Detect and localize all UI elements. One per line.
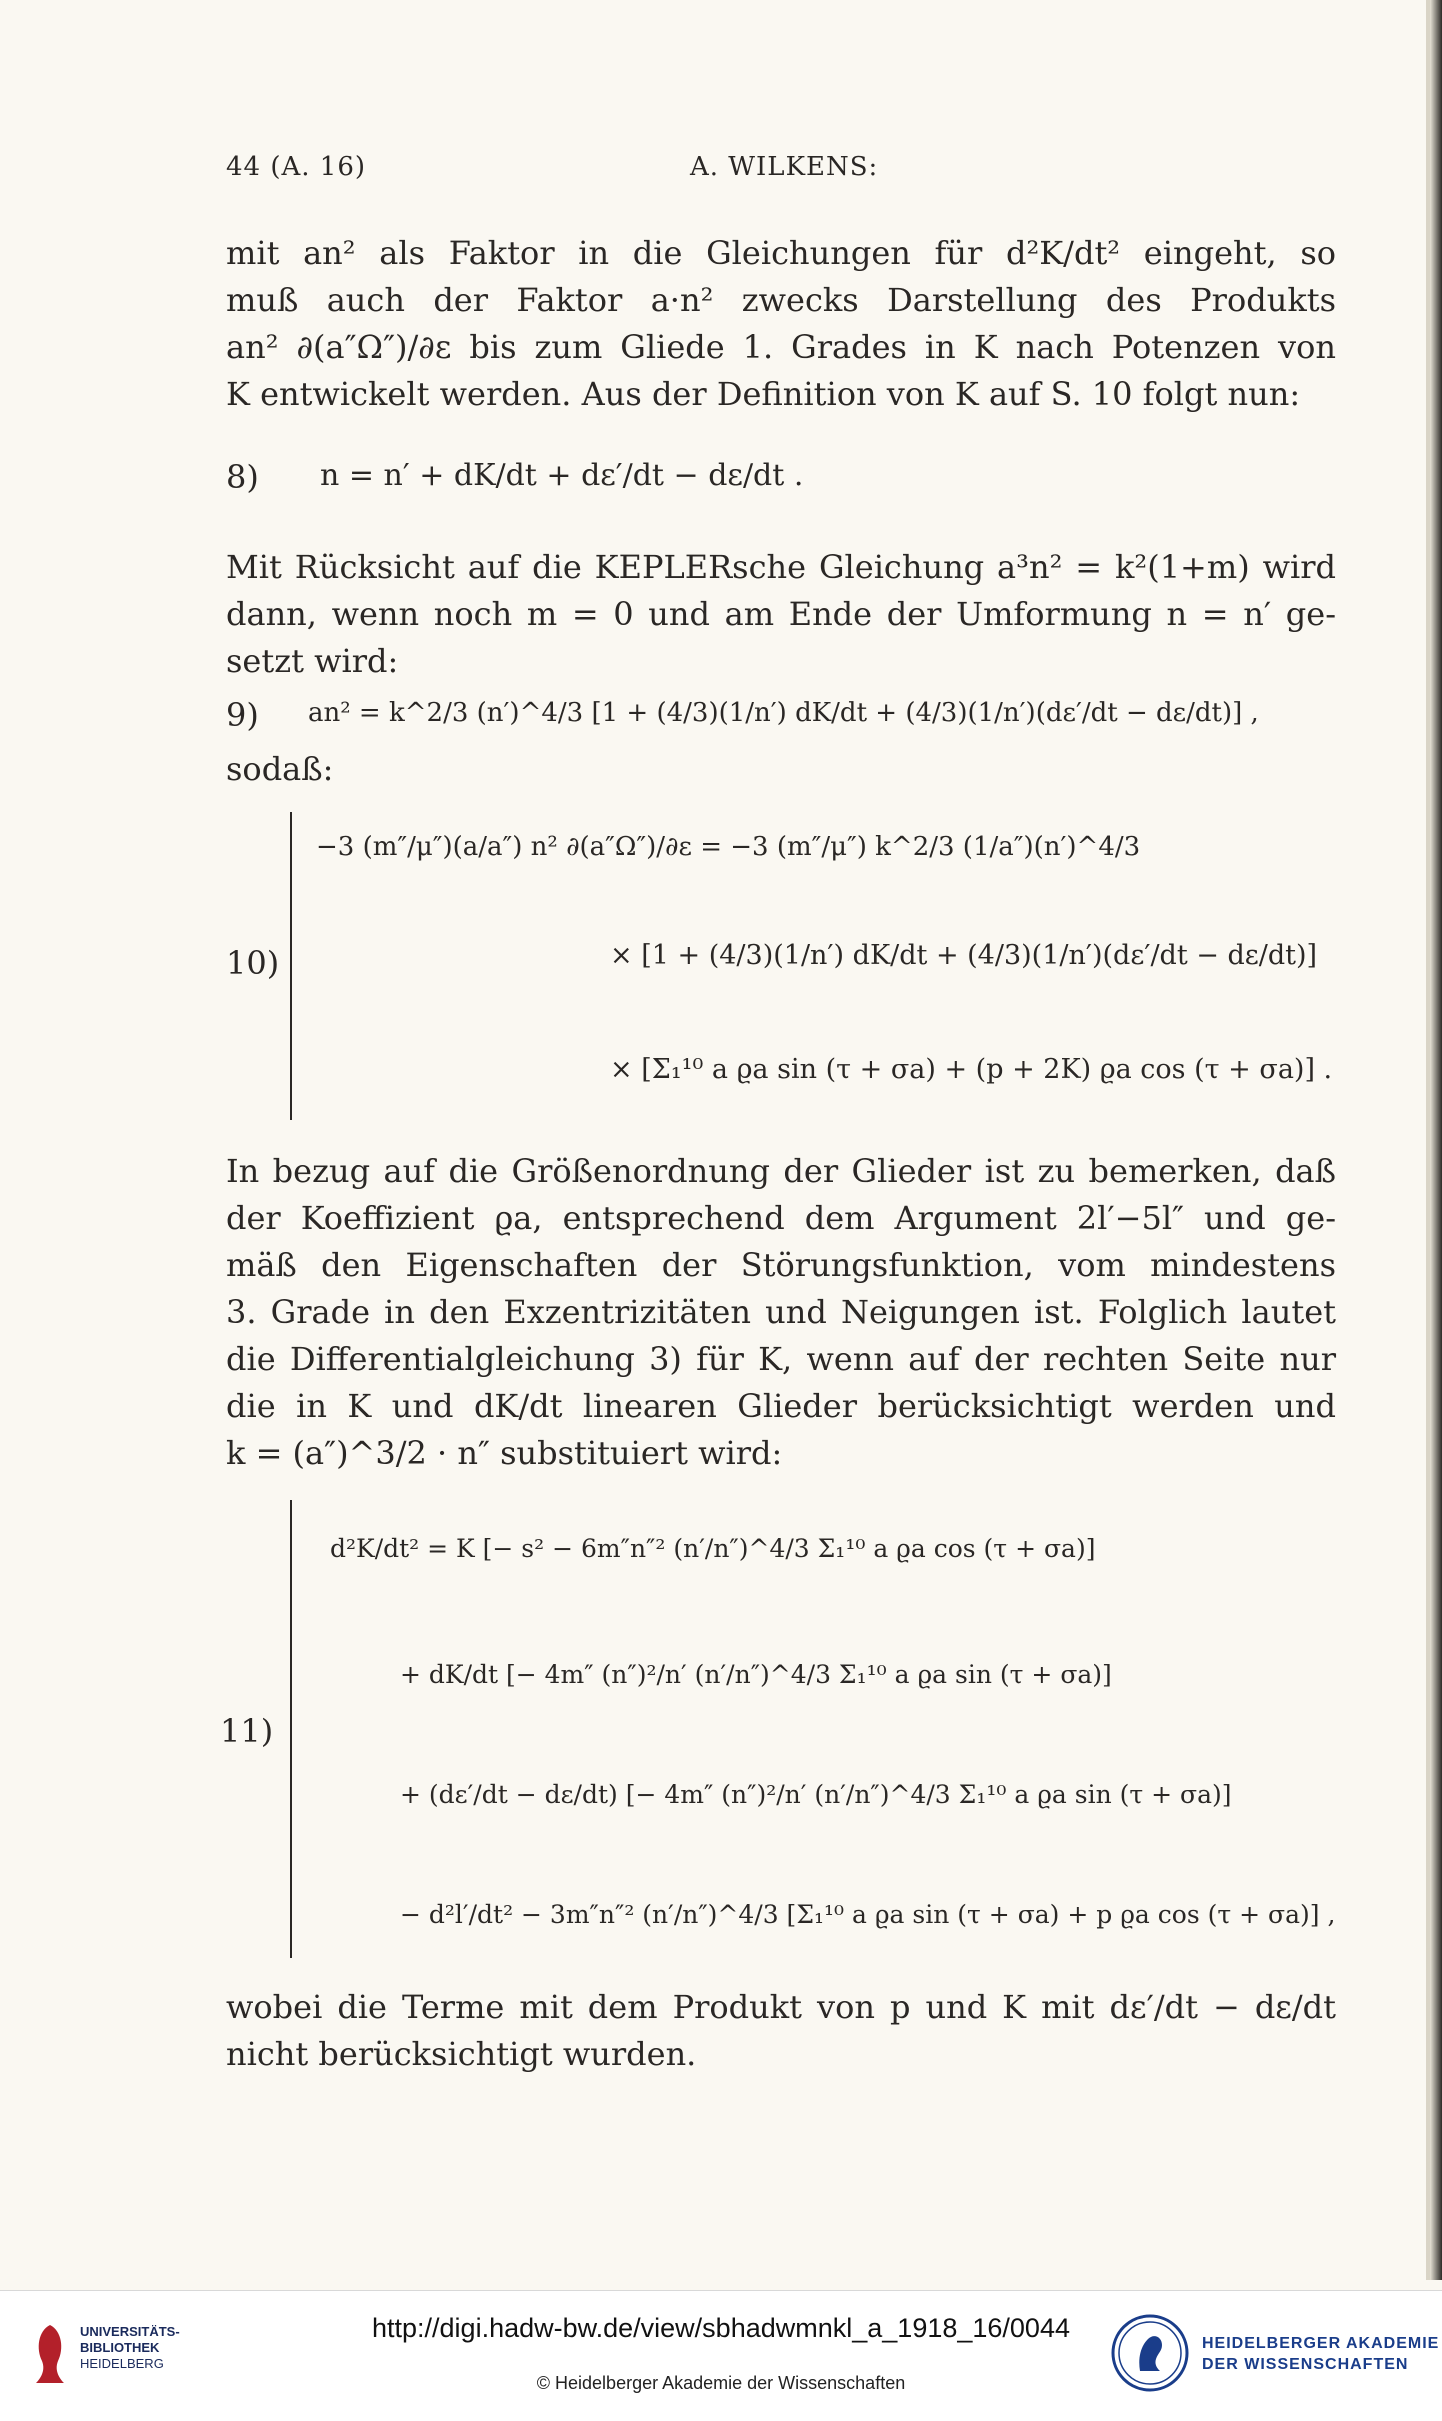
text-line: In bezug auf die Größenordnung der Glieder ist zu bemerken, daß — [226, 1152, 1336, 1190]
paragraph-1 — [226, 230, 1336, 418]
text-line: der Koeffizient ϱa, entsprechend dem Argument 2l′−5l″ und ge- — [226, 1199, 1336, 1237]
academy-name-line: DER WISSENSCHAFTEN — [1202, 2356, 1409, 2373]
library-name-line: HEIDELBERG — [80, 2356, 164, 2371]
copyright-notice: © Heidelberger Akademie der Wissenschaften — [536, 2373, 906, 2393]
text-line: dann, wenn noch m = 0 und am Ende der Umformung n = n′ ge- — [226, 595, 1336, 633]
equation-11-number: 11) — [220, 1712, 274, 1750]
equation-11-brace — [290, 1500, 292, 1958]
equation-8: n = n′ + dK/dt + dε′/dt − dε/dt . — [320, 458, 804, 493]
paragraph-4 — [226, 1148, 1336, 1477]
academy-name-line: HEIDELBERGER AKADEMIE — [1202, 2335, 1440, 2352]
library-name-line: UNIVERSITÄTS- — [80, 2324, 180, 2339]
equation-10-line-1: −3 (m″/μ″)(a/a″) n² ∂(a″Ω″)/∂ε = −3 (m″/μ″) k^2/3 (1/a″)(n′)^4/3 — [316, 832, 1141, 862]
equation-11-line-4: − d²l′/dt² − 3m″n″² (n′/n″)^4/3 [Σ₁¹⁰ a ϱa sin (τ + σa) + p ϱa cos (τ + σa)] , — [400, 1900, 1336, 1929]
page-edge — [1430, 0, 1442, 2280]
text-line: mit an² als Faktor in die Gleichungen für d²K/dt² eingeht, so — [226, 234, 1336, 272]
academy-seal-icon — [1110, 2313, 1190, 2393]
text-line: die Differentialgleichung 3) für K, wenn auf der rechten Seite nur — [226, 1340, 1336, 1378]
text-line: K entwickelt werden. Aus der Definition von K auf S. 10 folgt nun: — [226, 375, 1301, 413]
text-line: muß auch der Faktor a·n² zwecks Darstellung des Produkts — [226, 281, 1336, 319]
paragraph-2 — [226, 544, 1336, 685]
equation-10-brace — [290, 812, 292, 1120]
paragraph-3 — [226, 746, 1336, 793]
text-line: setzt wird: — [226, 642, 399, 680]
page-number: 44 (A. 16) — [226, 152, 367, 182]
equation-10-line-2: × [1 + (4/3)(1/n′) dK/dt + (4/3)(1/n′)(dε′/dt − dε/dt)] — [610, 940, 1318, 971]
text-line: 3. Grade in den Exzentrizitäten und Neigungen ist. Folglich lautet — [226, 1293, 1336, 1331]
equation-9-number: 9) — [226, 696, 259, 734]
equation-11-line-3: + (dε′/dt − dε/dt) [− 4m″ (n″)²/n′ (n′/n″)^4/3 Σ₁¹⁰ a ϱa sin (τ + σa)] — [400, 1780, 1232, 1809]
text-line: wobei die Terme mit dem Produkt von p und K mit dε′/dt − dε/dt — [226, 1988, 1336, 2026]
equation-10-number: 10) — [226, 944, 280, 982]
library-name-line: BIBLIOTHEK — [80, 2340, 160, 2355]
equation-8-number: 8) — [226, 458, 259, 496]
text-line: nicht berücksichtigt wurden. — [226, 2035, 697, 2073]
text-line: die in K und dK/dt linearen Glieder berücksichtigt werden und — [226, 1387, 1336, 1425]
equation-9: an² = k^2/3 (n′)^4/3 [1 + (4/3)(1/n′) dK/dt + (4/3)(1/n′)(dε′/dt − dε/dt)] , — [308, 698, 1259, 728]
text-line: Mit Rücksicht auf die KEPLERsche Gleichung a³n² = k²(1+m) wird — [226, 548, 1336, 586]
equation-11-line-1: d²K/dt² = K [− s² − 6m″n″² (n′/n″)^4/3 Σ₁¹⁰ a ϱa cos (τ + σa)] — [330, 1534, 1096, 1563]
equation-11-line-2: + dK/dt [− 4m″ (n″)²/n′ (n′/n″)^4/3 Σ₁¹⁰ a ϱa sin (τ + σa)] — [400, 1660, 1112, 1689]
source-url-link[interactable]: http://digi.hadw-bw.de/view/sbhadwmnkl_a_1918_16/0044 — [372, 2313, 1070, 2343]
text-line: mäß den Eigenschaften der Störungsfunktion, vom mindestens — [226, 1246, 1336, 1284]
footer-bar — [0, 2290, 1442, 2421]
running-head-author: A. WILKENS: — [690, 152, 879, 182]
academy-name — [1202, 2333, 1439, 2375]
text-line: sodaß: — [226, 750, 334, 788]
text-line: an² ∂(a″Ω″)/∂ε bis zum Gliede 1. Grades in K nach Potenzen von — [226, 328, 1336, 366]
equation-10-line-3: × [Σ₁¹⁰ a ϱa sin (τ + σa) + (p + 2K) ϱa cos (τ + σa)] . — [610, 1054, 1333, 1085]
paragraph-5 — [226, 1984, 1336, 2078]
text-line: k = (a″)^3/2 · n″ substituiert wird: — [226, 1434, 783, 1472]
